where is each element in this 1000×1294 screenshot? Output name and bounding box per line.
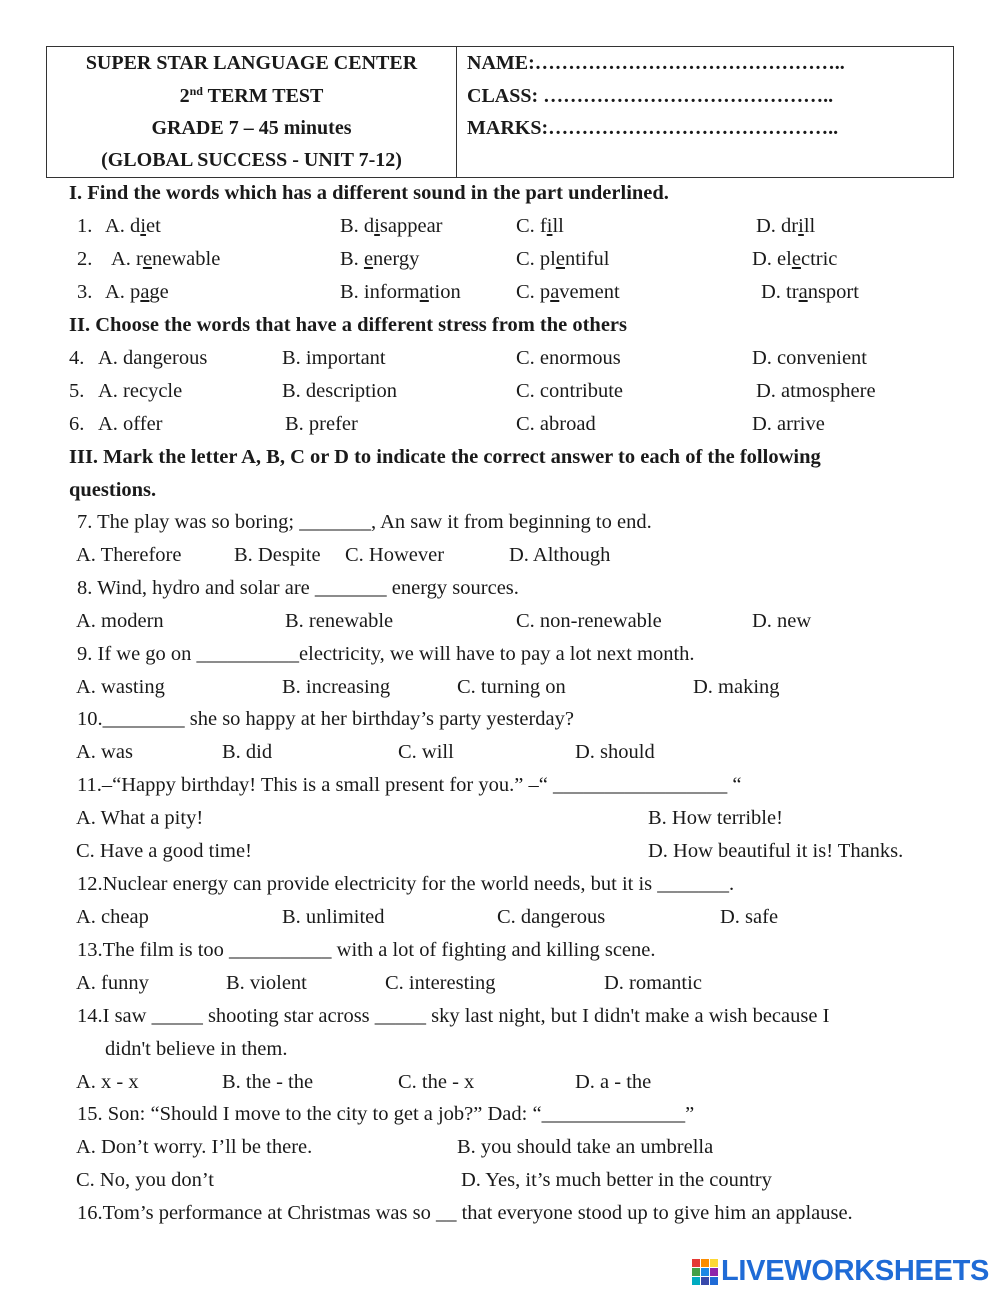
q12-option-a[interactable]: A. cheap (76, 906, 149, 928)
q2-option-a[interactable]: A. renewable (111, 248, 221, 270)
q13-text: 13.The film is too __________ with a lot of fighting and killing scene. (77, 939, 656, 961)
q7-option-a[interactable]: A. Therefore (76, 544, 182, 566)
header-box (46, 46, 954, 178)
q4-option-c[interactable]: C. enormous (516, 347, 621, 369)
grade-line: GRADE 7 – 45 minutes (151, 117, 352, 139)
q3-option-b[interactable]: B. information (340, 281, 461, 303)
q8-option-b[interactable]: B. renewable (285, 610, 394, 632)
q14-option-b[interactable]: B. the - the (222, 1071, 314, 1093)
q14-text-cont: didn't believe in them. (105, 1038, 288, 1060)
q1-option-b[interactable]: B. disappear (340, 215, 443, 237)
q13-option-a[interactable]: A. funny (76, 972, 149, 994)
q7-text: 7. The play was so boring; _______, An saw it from beginning to end. (77, 511, 652, 533)
q13-option-c[interactable]: C. interesting (385, 972, 496, 994)
q7-option-b[interactable]: B. Despite (234, 544, 321, 566)
liveworksheets-logo[interactable] (692, 1255, 989, 1288)
q10-text: 10.________ she so happy at her birthday’s party yesterday? (77, 708, 575, 730)
logo-blocks-icon (692, 1259, 718, 1285)
q11-option-c[interactable]: C. Have a good time! (76, 840, 252, 862)
q5-option-a[interactable]: A. recycle (98, 380, 183, 402)
logo-text: LIVEWORKSHEETS (721, 1255, 990, 1287)
q11-text: 11.–“Happy birthday! This is a small present for you.” –“ _________________ “ (77, 774, 742, 796)
q5-option-c[interactable]: C. contribute (516, 380, 624, 402)
q4-option-a[interactable]: A. dangerous (98, 347, 208, 369)
q2-number: 2. (77, 248, 93, 270)
q12-option-d[interactable]: D. safe (720, 906, 779, 928)
q11-option-b[interactable]: B. How terrible! (648, 807, 783, 829)
q6-option-d[interactable]: D. arrive (752, 413, 825, 435)
q4-option-b[interactable]: B. important (282, 347, 386, 369)
q14-text: 14.I saw _____ shooting star across _____ sky last night, but I didn't make a wish because I (77, 1005, 830, 1027)
q5-number: 5. (69, 380, 85, 402)
q9-option-d[interactable]: D. making (693, 676, 780, 698)
q8-option-a[interactable]: A. modern (76, 610, 164, 632)
q14-option-a[interactable]: A. x - x (76, 1071, 139, 1093)
q1-option-d[interactable]: D. drill (756, 215, 816, 237)
header-divider (456, 47, 457, 177)
q8-option-d[interactable]: D. new (752, 610, 812, 632)
q1-option-a[interactable]: A. diet (105, 215, 161, 237)
name-field[interactable]: NAME:……………………………………….. (467, 52, 845, 74)
q10-option-b[interactable]: B. did (222, 741, 273, 763)
q14-option-d[interactable]: D. a - the (575, 1071, 652, 1093)
q1-number: 1. (77, 215, 93, 237)
marks-field[interactable]: MARKS:…………………………………….. (467, 117, 839, 139)
q9-option-a[interactable]: A. wasting (76, 676, 165, 698)
section1-title: I. Find the words which has a different sound in the part underlined. (69, 182, 669, 204)
center-name: SUPER STAR LANGUAGE CENTER (85, 52, 418, 74)
q15-option-b[interactable]: B. you should take an umbrella (457, 1136, 714, 1158)
q15-option-a[interactable]: A. Don’t worry. I’ll be there. (76, 1136, 313, 1158)
q6-option-b[interactable]: B. prefer (285, 413, 358, 435)
q10-option-c[interactable]: C. will (398, 741, 454, 763)
q3-option-a[interactable]: A. page (105, 281, 169, 303)
q6-option-a[interactable]: A. offer (98, 413, 163, 435)
q1-option-c[interactable]: C. fill (516, 215, 564, 237)
q12-option-b[interactable]: B. unlimited (282, 906, 385, 928)
q4-option-d[interactable]: D. convenient (752, 347, 867, 369)
q3-number: 3. (77, 281, 93, 303)
q15-text: 15. Son: “Should I move to the city to get a job?” Dad: “______________” (77, 1103, 695, 1125)
q7-option-d[interactable]: D. Although (509, 544, 611, 566)
q3-option-c[interactable]: C. pavement (516, 281, 620, 303)
q3-option-d[interactable]: D. transport (761, 281, 859, 303)
q8-option-c[interactable]: C. non-renewable (516, 610, 662, 632)
q9-text: 9. If we go on __________electricity, we will have to pay a lot next month. (77, 643, 695, 665)
q15-option-d[interactable]: D. Yes, it’s much better in the country (461, 1169, 772, 1191)
q6-option-c[interactable]: C. abroad (516, 413, 596, 435)
q11-option-d[interactable]: D. How beautiful it is! Thanks. (648, 840, 904, 862)
q2-option-b[interactable]: B. energy (340, 248, 420, 270)
q5-option-d[interactable]: D. atmosphere (756, 380, 876, 402)
class-field[interactable]: CLASS: …………………………………….. (467, 85, 834, 107)
q14-option-c[interactable]: C. the - x (398, 1071, 475, 1093)
q9-option-c[interactable]: C. turning on (457, 676, 566, 698)
section3-title-cont: questions. (69, 479, 157, 501)
q6-number: 6. (69, 413, 85, 435)
q10-option-a[interactable]: A. was (76, 741, 133, 763)
q8-text: 8. Wind, hydro and solar are _______ energy sources. (77, 577, 519, 599)
q12-option-c[interactable]: C. dangerous (497, 906, 606, 928)
q7-option-c[interactable]: C. However (345, 544, 445, 566)
q13-option-b[interactable]: B. violent (226, 972, 307, 994)
section3-title: III. Mark the letter A, B, C or D to indicate the correct answer to each of the following (69, 446, 821, 468)
q16-text: 16.Tom’s performance at Christmas was so __ that everyone stood up to give him an applause. (77, 1202, 853, 1224)
q10-option-d[interactable]: D. should (575, 741, 655, 763)
q12-text: 12.Nuclear energy can provide electricity for the world needs, but it is _______. (77, 873, 735, 895)
series-line: (GLOBAL SUCCESS - UNIT 7-12) (101, 149, 402, 171)
q11-option-a[interactable]: A. What a pity! (76, 807, 204, 829)
q9-option-b[interactable]: B. increasing (282, 676, 391, 698)
q15-option-c[interactable]: C. No, you don’t (76, 1169, 215, 1191)
term-test: 2nd TERM TEST (179, 84, 324, 107)
q5-option-b[interactable]: B. description (282, 380, 398, 402)
q4-number: 4. (69, 347, 85, 369)
q13-option-d[interactable]: D. romantic (604, 972, 702, 994)
q2-option-c[interactable]: C. plentiful (516, 248, 610, 270)
section2-title: II. Choose the words that have a different stress from the others (69, 314, 628, 336)
q2-option-d[interactable]: D. electric (752, 248, 838, 270)
